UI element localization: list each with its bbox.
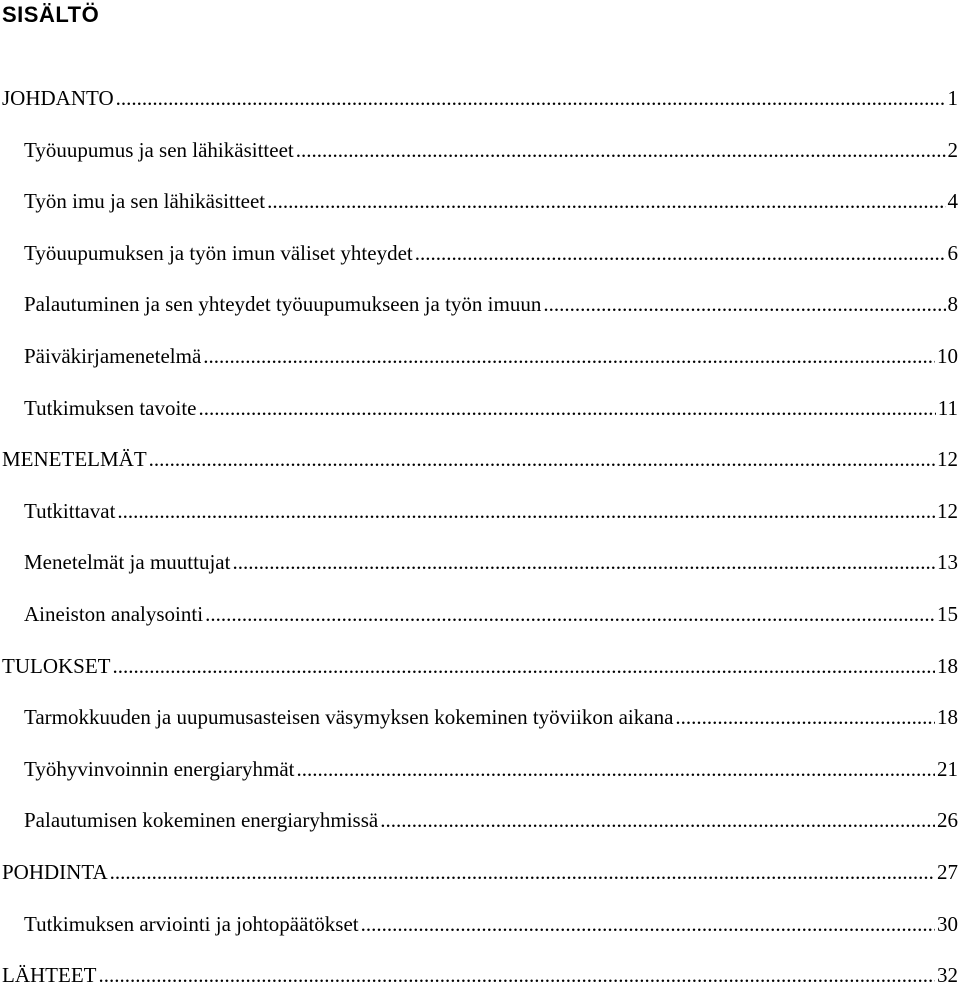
toc-entry-label: Työuupumus ja sen lähikäsitteet [24, 138, 294, 162]
toc-leader [297, 756, 935, 782]
toc-entry-label: Aineiston analysointi [24, 602, 204, 626]
toc-page-number: 11 [937, 396, 958, 420]
toc-entry[interactable] [2, 85, 958, 111]
page-title: SISÄLTÖ [2, 2, 100, 27]
toc-page-number: 1 [947, 86, 958, 110]
toc-entry[interactable] [2, 446, 958, 472]
toc-entry-label: Työhyvinvoinnin energiaryhmät [24, 757, 295, 781]
toc-entry-label: Palautuminen ja sen yhteydet työuupumukseen ja työn imuun [24, 292, 542, 316]
toc-entry[interactable] [24, 911, 958, 937]
toc-leader [232, 549, 935, 575]
toc-entry-label: TULOKSET [2, 654, 111, 678]
toc-entry-label: Päiväkirjamenetelmä [24, 344, 202, 368]
toc-entry[interactable] [2, 962, 958, 988]
toc-page-number: 27 [937, 860, 958, 884]
toc-entry[interactable] [2, 653, 958, 679]
toc-entry-label: LÄHTEET [2, 963, 97, 987]
toc-leader [205, 601, 935, 627]
toc-leader [267, 188, 945, 214]
toc-entry[interactable] [24, 240, 958, 266]
toc-entry[interactable] [24, 549, 958, 575]
toc-entry-label: MENETELMÄT [2, 447, 147, 471]
toc-page-number: 15 [937, 602, 958, 626]
toc-leader [117, 498, 935, 524]
toc-page-number: 13 [937, 550, 958, 574]
toc-entry[interactable] [24, 188, 958, 214]
toc-page-number: 26 [937, 808, 958, 832]
toc-page-number: 21 [937, 757, 958, 781]
toc-page-number: 18 [937, 705, 958, 729]
toc-entry[interactable] [2, 859, 958, 885]
toc-entry-label: Menetelmät ja muuttujat [24, 550, 231, 574]
toc-entry[interactable] [24, 137, 958, 163]
toc-page-number: 30 [937, 912, 958, 936]
toc-leader [361, 911, 935, 937]
toc-leader [116, 85, 946, 111]
toc-entry-label: JOHDANTO [2, 86, 114, 110]
toc-entry[interactable] [24, 395, 958, 421]
toc-leader [296, 137, 946, 163]
toc-leader [415, 240, 946, 266]
toc-entry-label: Tutkimuksen arviointi ja johtopäätökset [24, 912, 359, 936]
toc-leader [110, 859, 935, 885]
toc-leader [198, 395, 935, 421]
toc-page-number: 10 [937, 344, 958, 368]
toc-leader [98, 962, 935, 988]
toc-entry-label: Tarmokkuuden ja uupumusasteisen väsymyksen kokeminen työviikon aikana [24, 705, 674, 729]
toc-entry-label: Työn imu ja sen lähikäsitteet [24, 189, 266, 213]
toc-leader [675, 704, 935, 730]
toc-entry-label: Työuupumuksen ja työn imun väliset yhteydet [24, 241, 413, 265]
toc-leader [203, 343, 935, 369]
toc-leader [380, 807, 935, 833]
toc-leader [149, 446, 935, 472]
toc-leader [113, 653, 936, 679]
toc-page-number: 32 [937, 963, 958, 987]
toc-page-number: 12 [937, 499, 958, 523]
toc-entry[interactable] [24, 291, 958, 317]
toc-page-number: 18 [937, 654, 958, 678]
toc-leader [543, 291, 945, 317]
toc-page-number: 2 [947, 138, 958, 162]
toc-entry[interactable] [24, 498, 958, 524]
toc-page-number: 6 [947, 241, 958, 265]
toc-entry[interactable] [24, 756, 958, 782]
toc-page-number: 12 [937, 447, 958, 471]
toc-entry-label: POHDINTA [2, 860, 108, 884]
toc-entry[interactable] [24, 343, 958, 369]
toc-entry-label: Tutkittavat [24, 499, 116, 523]
toc-page-number: 8 [947, 292, 958, 316]
toc-entry[interactable] [24, 704, 958, 730]
toc-page-number: 4 [947, 189, 958, 213]
toc-entry[interactable] [24, 807, 958, 833]
toc-entry-label: Palautumisen kokeminen energiaryhmissä [24, 808, 379, 832]
toc-entry[interactable] [24, 601, 958, 627]
toc-entry-label: Tutkimuksen tavoite [24, 396, 197, 420]
